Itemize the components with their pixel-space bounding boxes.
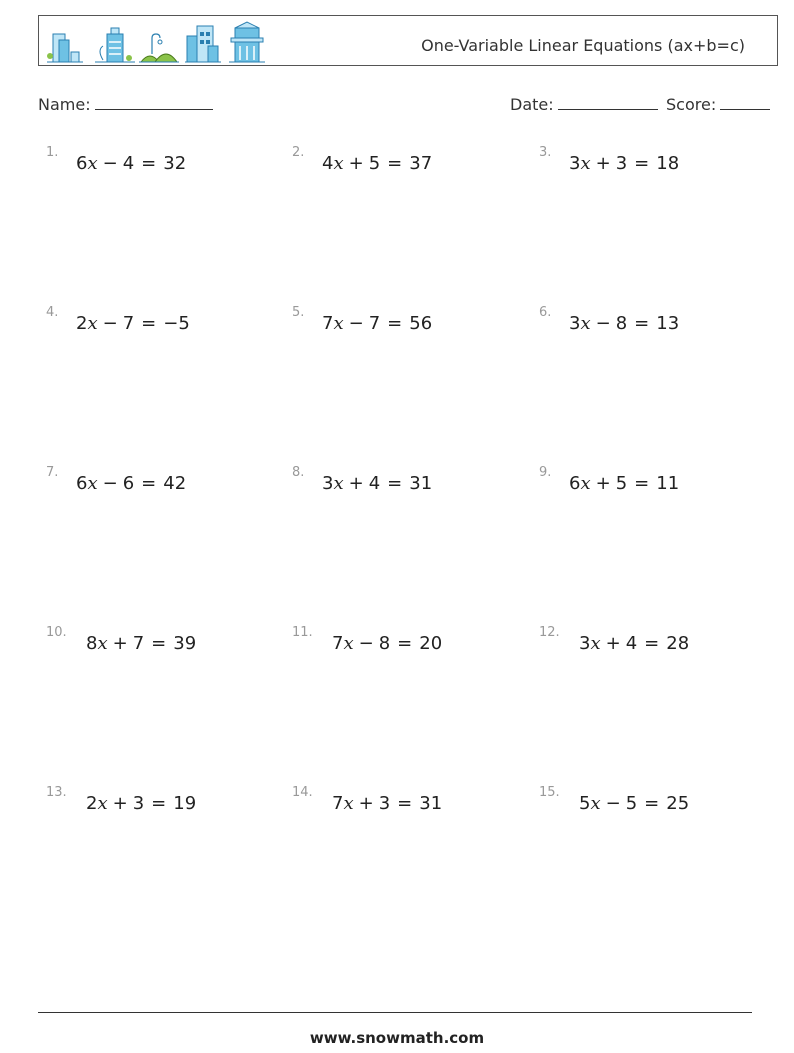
equals-sign: = [397,793,413,814]
problem-equation [332,793,442,814]
operator: + [112,793,128,814]
coefficient: 3 [322,473,334,494]
constant: 7 [132,633,145,654]
problem-number: 1. [46,145,59,160]
result: 56 [409,313,433,334]
problem-number: 2. [292,145,305,160]
footer-url: www.snowmath.com [309,1029,485,1047]
constant: 8 [615,313,628,334]
worksheet-title: One-Variable Linear Equations (ax+b=c) [421,36,745,55]
equals-sign: = [141,473,157,494]
variable: x [333,473,344,494]
operator: − [348,313,364,334]
problem-equation [76,313,190,334]
building-icon [47,34,83,62]
constant: 5 [615,473,628,494]
equals-sign: = [634,313,650,334]
name-blank[interactable] [95,93,213,110]
equals-sign: = [634,473,650,494]
problem-equation [86,633,196,654]
score-field[interactable] [666,93,770,114]
problem-number: 12. [539,625,560,640]
result: 20 [419,633,443,654]
operator: + [358,793,374,814]
problem-equation [76,473,186,494]
result: 31 [409,473,433,494]
date-blank[interactable] [558,93,658,110]
coefficient: 8 [86,633,98,654]
name-label: Name: [38,95,91,114]
problem-item [539,785,779,825]
problem-number: 14. [292,785,313,800]
score-blank[interactable] [720,93,770,110]
problem-item [46,145,286,185]
problem-item [539,465,779,505]
apartment-icon [185,26,221,62]
problem-number: 4. [46,305,59,320]
skyscraper-icon [229,22,265,62]
result: 31 [419,793,443,814]
problem-equation [579,793,689,814]
problem-number: 3. [539,145,552,160]
problem-item [292,625,532,665]
result: 32 [163,153,187,174]
variable: x [580,153,591,174]
constant: 3 [378,793,391,814]
constant: 5 [368,153,381,174]
problem-item [292,465,532,505]
operator: + [595,153,611,174]
constant: 4 [122,153,135,174]
problem-item [292,305,532,345]
problem-equation [322,153,432,174]
equals-sign: = [644,633,660,654]
park-lamp-icon [139,34,179,62]
variable: x [590,793,601,814]
coefficient: 3 [569,313,581,334]
coefficient: 7 [332,793,344,814]
problem-equation [86,793,196,814]
result: 25 [666,793,690,814]
problem-equation [332,633,442,654]
variable: x [97,793,108,814]
operator: − [102,153,118,174]
problem-equation [322,313,432,334]
constant: 7 [122,313,135,334]
constant: 3 [615,153,628,174]
problem-number: 11. [292,625,313,640]
problem-item [539,625,779,665]
date-field[interactable] [510,93,658,114]
coefficient: 7 [322,313,334,334]
constant: 3 [132,793,145,814]
equals-sign: = [141,153,157,174]
equals-sign: = [387,153,403,174]
problem-item [46,465,286,505]
problem-number: 6. [539,305,552,320]
variable: x [87,473,98,494]
variable: x [333,313,344,334]
problem-item [539,305,779,345]
operator: + [605,633,621,654]
variable: x [333,153,344,174]
coefficient: 2 [86,793,98,814]
coefficient: 7 [332,633,344,654]
variable: x [590,633,601,654]
operator: − [102,473,118,494]
constant: 7 [368,313,381,334]
coefficient: 2 [76,313,88,334]
result: 42 [163,473,187,494]
operator: − [605,793,621,814]
result: 19 [173,793,197,814]
result: 28 [666,633,690,654]
equals-sign: = [151,633,167,654]
equals-sign: = [387,473,403,494]
header-icons [45,20,275,64]
variable: x [343,633,354,654]
variable: x [580,313,591,334]
problem-equation [569,473,679,494]
problem-equation [322,473,432,494]
problem-equation [579,633,689,654]
variable: x [343,793,354,814]
equals-sign: = [151,793,167,814]
score-label: Score: [666,95,717,114]
worksheet-header [38,15,778,66]
result: 18 [656,153,680,174]
operator: − [102,313,118,334]
variable: x [87,313,98,334]
constant: 5 [625,793,638,814]
problem-equation [569,313,679,334]
problem-number: 5. [292,305,305,320]
problem-number: 9. [539,465,552,480]
result: 13 [656,313,680,334]
problem-number: 13. [46,785,67,800]
coefficient: 6 [569,473,581,494]
coefficient: 6 [76,153,88,174]
operator: + [112,633,128,654]
date-label: Date: [510,95,554,114]
operator: + [595,473,611,494]
coefficient: 5 [579,793,591,814]
problem-item [46,305,286,345]
problem-item [292,145,532,185]
equals-sign: = [644,793,660,814]
problem-number: 8. [292,465,305,480]
office-tower-icon [95,28,135,62]
coefficient: 6 [76,473,88,494]
constant: 4 [368,473,381,494]
operator: − [595,313,611,334]
variable: x [87,153,98,174]
result: −5 [163,313,190,334]
variable: x [97,633,108,654]
coefficient: 3 [569,153,581,174]
problem-equation [76,153,186,174]
footer-divider [38,1012,752,1013]
problem-number: 15. [539,785,560,800]
equals-sign: = [397,633,413,654]
result: 39 [173,633,197,654]
coefficient: 4 [322,153,334,174]
equals-sign: = [387,313,403,334]
operator: − [358,633,374,654]
constant: 6 [122,473,135,494]
equals-sign: = [141,313,157,334]
name-field[interactable] [38,93,213,114]
problem-item [46,785,286,825]
constant: 4 [625,633,638,654]
equals-sign: = [634,153,650,174]
problem-number: 10. [46,625,67,640]
problem-item [46,625,286,665]
problem-number: 7. [46,465,59,480]
result: 11 [656,473,680,494]
constant: 8 [378,633,391,654]
coefficient: 3 [579,633,591,654]
problem-item [292,785,532,825]
result: 37 [409,153,433,174]
problem-equation [569,153,679,174]
problem-item [539,145,779,185]
variable: x [580,473,591,494]
operator: + [348,473,364,494]
operator: + [348,153,364,174]
